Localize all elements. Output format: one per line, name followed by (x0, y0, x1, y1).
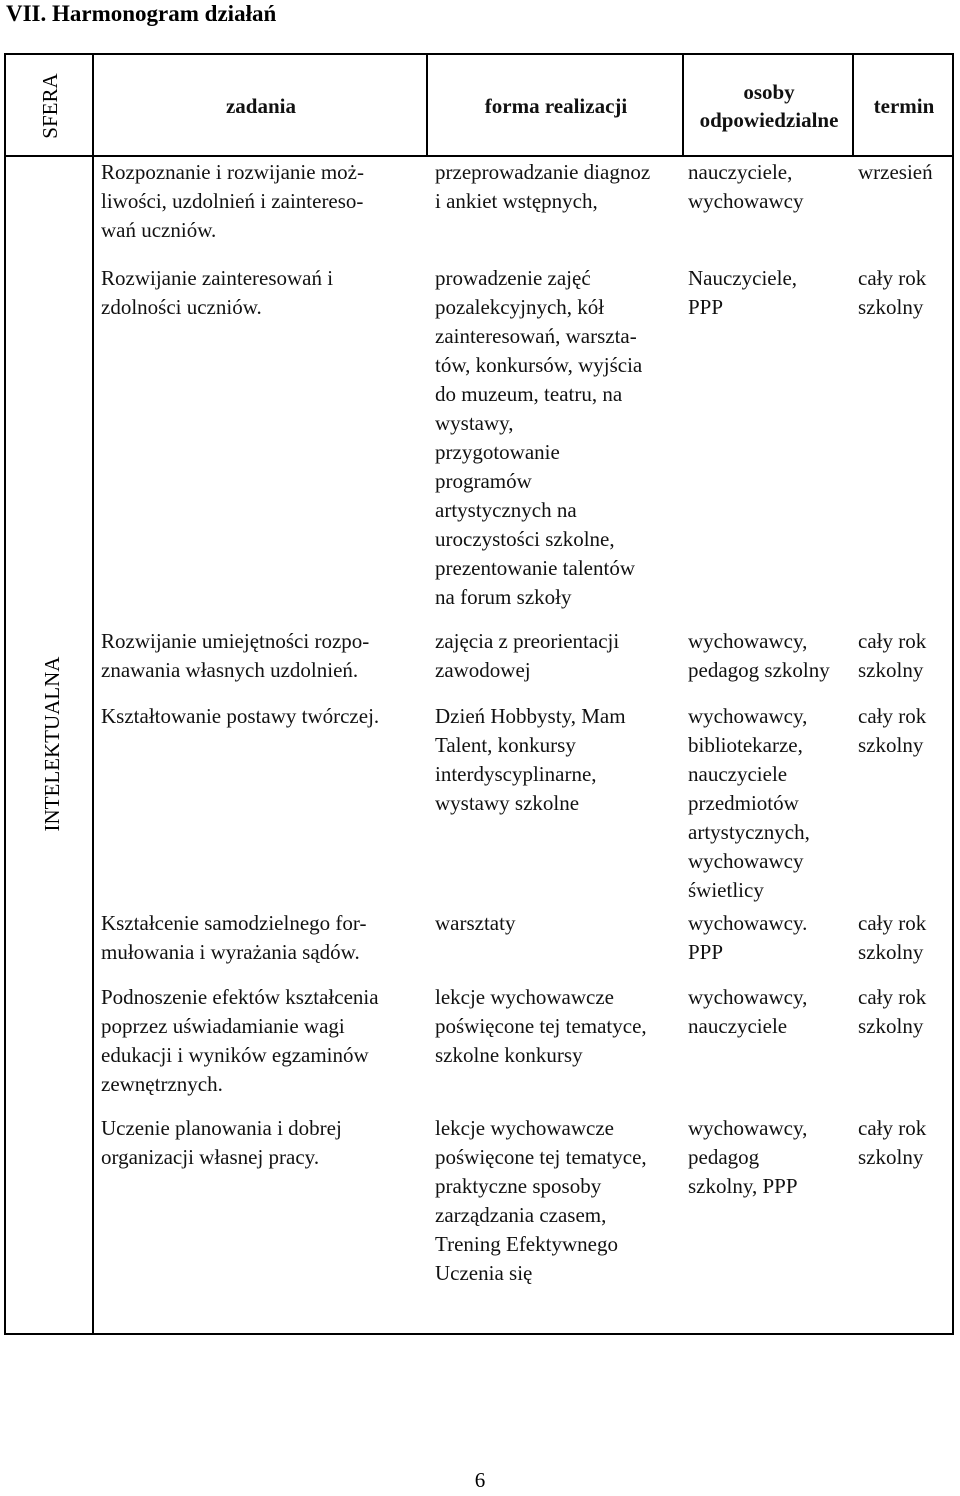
row-6-zadania: Podnoszenie efektów kształcenia poprzez uświadamianie wagi edukacji i wyników egzaminów zewnętrznych. (101, 985, 379, 1096)
row-1-osoby: nauczyciele, wychowawcy (688, 160, 804, 213)
header-divider-termin (852, 53, 854, 157)
column-header-osoby: osoby odpowiedzialne (699, 80, 839, 132)
row-4-termin: cały rok szkolny (858, 704, 927, 757)
row-7-zadania: Uczenie planowania i dobrej organizacji własnej pracy. (101, 1116, 342, 1169)
row-5-zadania: Kształcenie samodzielnego for- mułowania i wyrażania sądów. (101, 911, 367, 964)
row-1-termin: wrzesień (858, 160, 933, 184)
column-header-zadania: zadania (225, 94, 296, 118)
sphere-value: INTELEKTUALNA (40, 656, 64, 832)
row-4-zadania: Kształtowanie postawy twórczej. (101, 704, 380, 728)
page-number: 6 (474, 1468, 486, 1492)
row-2-osoby: Nauczyciele, PPP (688, 266, 798, 319)
header-divider-osoby (682, 53, 684, 157)
sphere-header: SFERA (38, 73, 62, 139)
row-2-termin: cały rok szkolny (858, 266, 927, 319)
header-divider-forma (426, 53, 428, 157)
row-7-termin: cały rok szkolny (858, 1116, 927, 1169)
row-2-forma: prowadzenie zajęć pozalekcyjnych, kół zainteresowań, warszta- tów, konkursów, wyjścia do muzeum, teatru, na wystawy, przygotowanie programów artystycznych na uroczystości szkolne, prezentowanie talentów na forum szkoły (435, 266, 643, 609)
row-7-osoby: wychowawcy, pedagog szkolny, PPP (688, 1116, 808, 1198)
row-6-forma: lekcje wychowawcze poświęcone tej tematyce, szkolne konkursy (435, 985, 647, 1067)
page-title: VII. Harmonogram działań (6, 1, 277, 26)
row-6-termin: cały rok szkolny (858, 985, 927, 1038)
column-header-forma: forma realizacji (484, 94, 628, 118)
row-6-osoby: wychowawcy, nauczyciele (688, 985, 808, 1038)
row-3-forma: zajęcia z preorientacji zawodowej (435, 629, 620, 682)
row-1-forma: przeprowadzanie diagnoz i ankiet wstępnych, (435, 160, 651, 213)
row-5-forma: warsztaty (435, 911, 516, 935)
sphere-column-divider (92, 53, 94, 1335)
row-5-osoby: wychowawcy. PPP (688, 911, 808, 964)
row-4-osoby: wychowawcy, bibliotekarze, nauczyciele przedmiotów artystycznych, wychowawcy świetlicy (688, 704, 810, 902)
row-1-zadania: Rozpoznanie i rozwijanie moż- liwości, uzdolnień i zaintereso- wań uczniów. (101, 160, 364, 242)
column-header-termin: termin (873, 94, 935, 118)
header-bottom-line (4, 155, 954, 157)
row-5-termin: cały rok szkolny (858, 911, 927, 964)
row-3-zadania: Rozwijanie umiejętności rozpo- znawania własnych uzdolnień. (101, 629, 370, 682)
row-2-zadania: Rozwijanie zainteresowań i zdolności uczniów. (101, 266, 334, 319)
row-3-osoby: wychowawcy, pedagog szkolny (688, 629, 830, 682)
row-7-forma: lekcje wychowawcze poświęcone tej tematyce, praktyczne sposoby zarządzania czasem, Trening Efektywnego Uczenia się (435, 1116, 647, 1285)
row-3-termin: cały rok szkolny (858, 629, 927, 682)
row-4-forma: Dzień Hobbysty, Mam Talent, konkursy interdyscyplinarne, wystawy szkolne (435, 704, 626, 815)
